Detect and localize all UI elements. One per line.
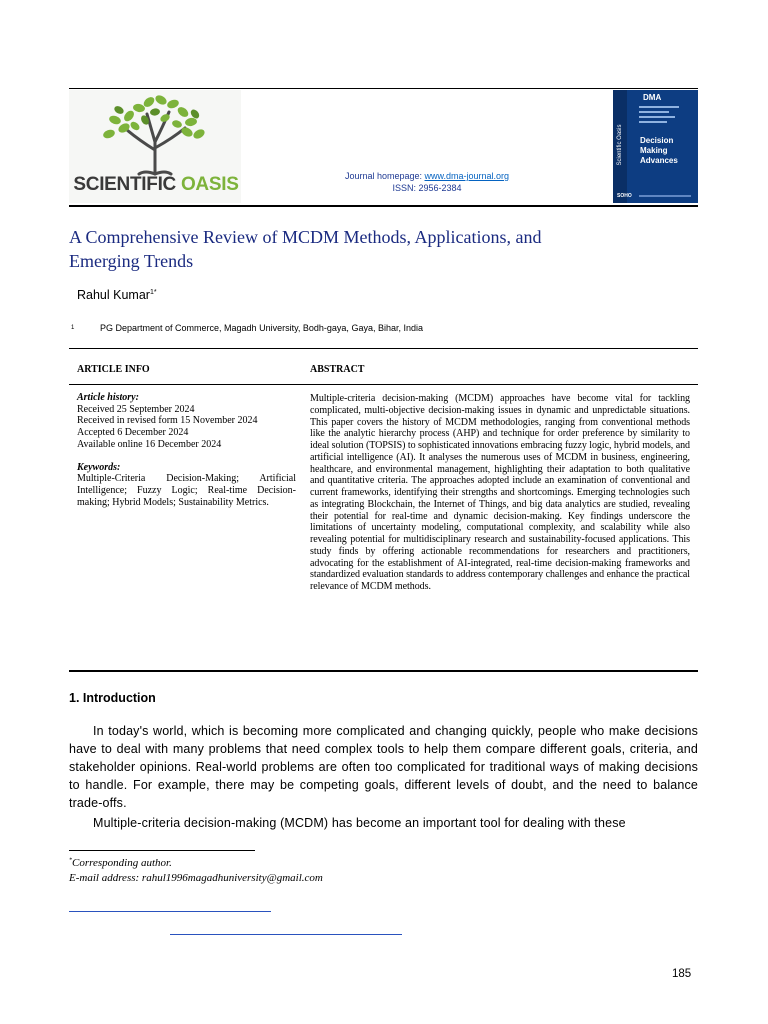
info-top-rule bbox=[69, 348, 698, 349]
journal-cover bbox=[613, 90, 698, 203]
history-online: Available online 16 December 2024 bbox=[77, 438, 222, 450]
cover-footer: SOHO bbox=[617, 193, 632, 199]
cover-decoration bbox=[639, 106, 689, 126]
page-number: 185 bbox=[672, 968, 692, 980]
keywords: Multiple-Criteria Decision-Making; Artificial Intelligence; Fuzzy Logic; Real-time Decision-making; Hybrid Models; Sustainability Metrics. bbox=[77, 473, 296, 508]
journal-issn: ISSN: 2956-2384 bbox=[392, 183, 462, 193]
tree-icon bbox=[69, 90, 241, 176]
cover-spine-text: Scientific Oasis bbox=[617, 124, 623, 166]
footnote-email: E-mail address: rahul1996magadhuniversity@gmail.com bbox=[69, 872, 323, 884]
history-received: Received 25 September 2024 bbox=[77, 403, 195, 415]
publisher-logo bbox=[69, 90, 241, 203]
header-top-rule bbox=[69, 88, 698, 89]
article-info bbox=[77, 392, 296, 508]
intro-paragraph-2: Multiple-criteria decision-making (MCDM) has become an important tool for dealing with these bbox=[93, 816, 626, 830]
journal-homepage: Journal homepage: www.dma-journal.org bbox=[344, 171, 510, 181]
cover-title: Decision Making Advances bbox=[640, 136, 678, 165]
link-underline bbox=[69, 911, 271, 912]
abstract-heading: ABSTRACT bbox=[310, 364, 365, 375]
publisher-logo-text: SCIENTIFIC OASIS bbox=[73, 174, 239, 195]
info-bottom-rule bbox=[69, 670, 698, 672]
author-affiliation: PG Department of Commerce, Magadh University, Bodh-gaya, Gaya, Bihar, India bbox=[100, 323, 423, 333]
article-info-heading: ARTICLE INFO bbox=[77, 364, 150, 375]
header-bottom-rule bbox=[69, 205, 698, 207]
keywords-heading: Keywords: bbox=[77, 461, 121, 473]
cover-brand: DMA bbox=[643, 93, 662, 102]
history-revised: Received in revised form 15 November 2024 bbox=[77, 415, 258, 427]
cover-footer-line bbox=[639, 195, 691, 197]
footnote-corresponding: *Corresponding author. bbox=[69, 857, 172, 869]
article-title: A Comprehensive Review of MCDM Methods, Applications, and Emerging Trends bbox=[69, 227, 542, 271]
footnote-rule bbox=[69, 850, 255, 851]
history-heading: Article history: bbox=[77, 392, 139, 403]
section-heading: 1. Introduction bbox=[69, 691, 156, 705]
link-underline bbox=[170, 934, 402, 935]
abstract-text: Multiple-criteria decision-making (MCDM) approaches have become vital for tackling complicated, multi-objective decision-making issues in dynamic and unpredictable situations. This paper covers the history of MCDM methodologies, ranging from conventional methods like the analytic hierarchy process (AHP) and technique for order preference by similarity to ideal solution (TOPSIS) to sophisticated innovations embracing fuzzy logic, hybrid models, and artificial intelligence (AI). It analyses the numerous uses of MCDM in business, engineering, healthcare, and environmental management, highlighting their adaptation to both qualitative and quantitative criteria. The approaches adopted include an examination of conventional and current frameworks, identifying their strengths and shortcomings. Emerging technologies such as integrating Blockchain, the Internet of Things, and big data analytics are studied, revealing their potential for real-time and dynamic decision-making. Key findings underscore the limitations of uncertainty modeling, computational complexity, and scalability while also revealing potential for multidisciplinary research and sustainability-focused applications. This study finds by offering actionable recommendations for researchers and practitioners, advocating for the establishment of AI-integrated, real-time decision-making frameworks and standardized evaluation standards to address contemporary challenges and enhance the practical relevance of MCDM methods. bbox=[310, 393, 690, 593]
info-mid-rule bbox=[69, 384, 698, 385]
affiliation-number: 1 bbox=[71, 325, 75, 331]
intro-paragraph-1: In today's world, which is becoming more complicated and changing quickly, people who make decisions have to deal with many problems that need complex tools to help them compare different goals, criteria, and stakeholder opinions. Real-world problems are often too complicated for traditional ways of making decisions to handle. For example, there may be competing goals, different levels of doubt, and the need to balance trade-offs. bbox=[69, 724, 698, 810]
article-author: Rahul Kumar$^{1*}$ bbox=[77, 288, 157, 302]
history-accepted: Accepted 6 December 2024 bbox=[77, 427, 189, 439]
journal-homepage-link[interactable]: www.dma-journal.org bbox=[424, 171, 510, 181]
